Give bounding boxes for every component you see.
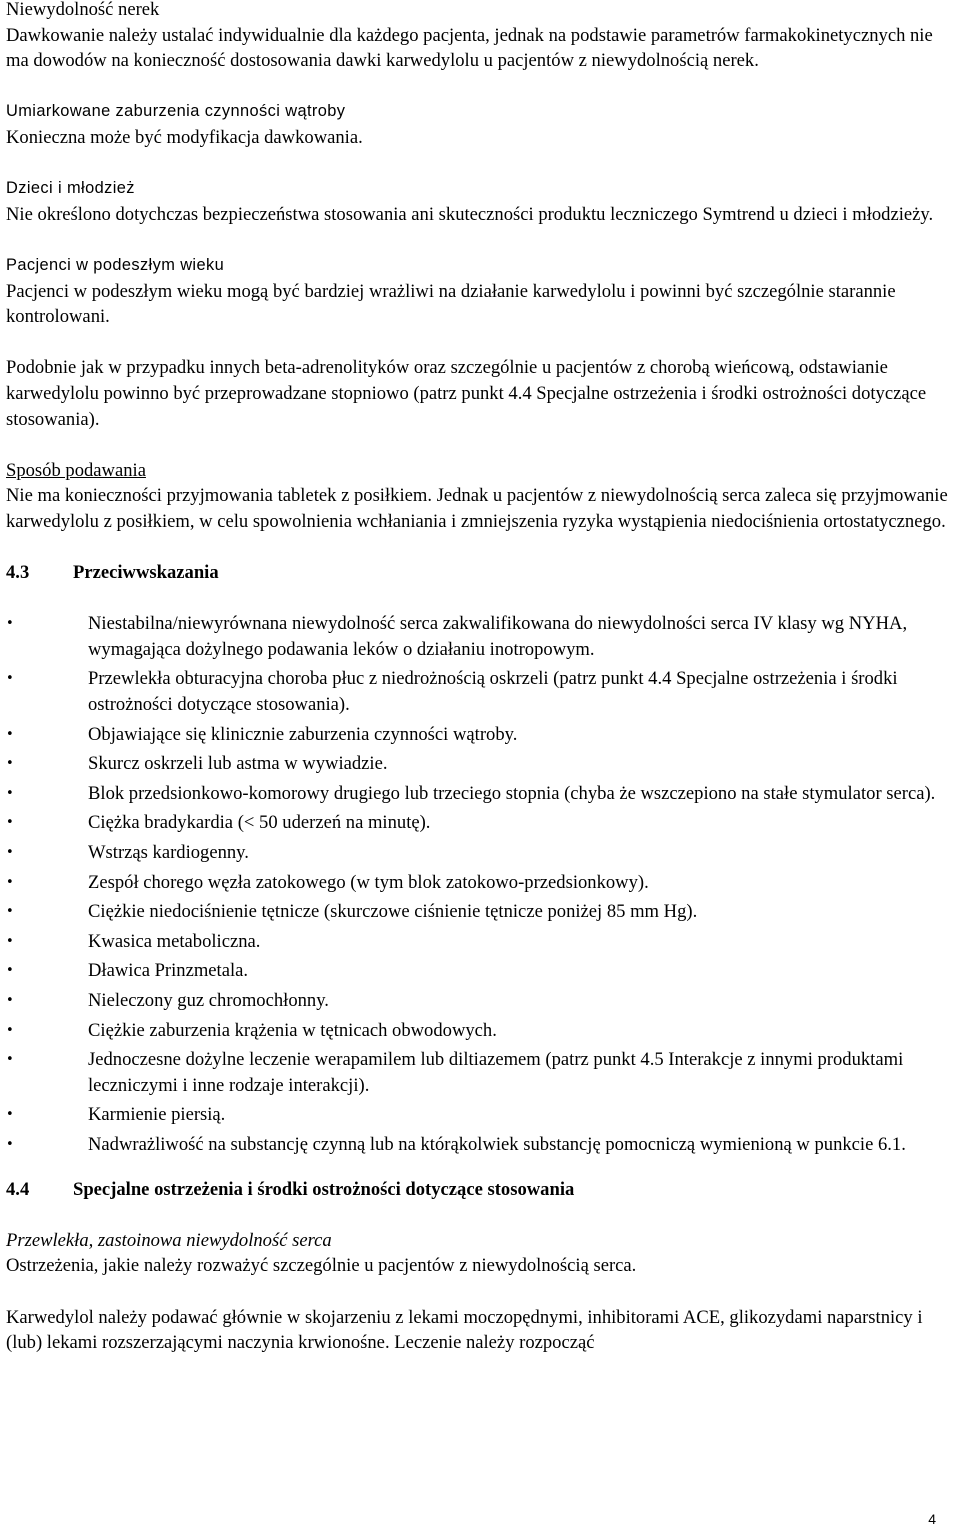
bullet-icon: •: [6, 616, 14, 632]
warnings-intro-section: [6, 1228, 956, 1279]
withdrawal-section: [6, 355, 956, 432]
administration-text: Nie ma konieczności przyjmowania tabletek z posiłkiem. Jednak u pacjentów z niewydolnością serca zaleca się przyjmowanie karwedylolu z posiłkiem, w celu spowolnienia wchłaniania i zmniejszenia ryzyka wystąpienia niedociśnienia ortostatycznego.: [6, 485, 948, 532]
list-item-text: Skurcz oskrzeli lub astma w wywiadzie.: [88, 753, 388, 775]
list-item: [6, 988, 956, 1014]
list-item: [6, 1047, 956, 1098]
list-item-text: Jednoczesne dożylne leczenie werapamilem lub diltiazemem (patrz punkt 4.5 Interakcje z innymi produktami leczniczymi i inne rodzaje interakcji).: [88, 1049, 904, 1096]
warnings-subheading: Przewlekła, zastoinowa niewydolność serca: [6, 1229, 332, 1251]
children-text: Nie określono dotychczas bezpieczeństwa stosowania ani skuteczności produktu leczniczego Symtrend u dzieci i młodzieży.: [6, 203, 934, 225]
list-item: [6, 611, 956, 662]
elderly-section: [6, 253, 956, 330]
contraindications-list: [6, 611, 956, 1157]
children-section: [6, 176, 956, 227]
liver-text: Konieczna może być modyfikacja dawkowania.: [6, 126, 363, 148]
bullet-icon: •: [6, 671, 14, 687]
list-item-text: Ciężkie zaburzenia krążenia w tętnicach obwodowych.: [88, 1019, 497, 1041]
list-item: [6, 810, 956, 836]
list-item: [6, 722, 956, 748]
list-item: [6, 781, 956, 807]
warnings-title: Specjalne ostrzeżenia i środki ostrożności dotyczące stosowania: [73, 1178, 575, 1200]
warnings-number: 4.4: [6, 1178, 30, 1200]
bullet-icon: •: [6, 845, 14, 860]
elderly-text: Pacjenci w podeszłym wieku mogą być bardziej wrażliwi na działanie karwedylolu i powinni być szczególnie starannie kontrolowani.: [6, 280, 896, 328]
list-item-text: Kwasica metaboliczna.: [88, 930, 261, 952]
document-page: [6, 0, 956, 1356]
list-item-text: Wstrząs kardiogenny.: [88, 842, 249, 863]
bullet-icon: •: [6, 1136, 14, 1152]
administration-heading: Sposób podawania: [6, 459, 146, 481]
bullet-icon: •: [6, 1022, 14, 1038]
withdrawal-text: Podobnie jak w przypadku innych beta-adrenolityków oraz szczególnie u pacjentów z chorobą wieńcową, odstawianie karwedylolu powinno być przeprowadzane stopniowo (patrz punkt 4.4 Specjalne ostrzeżenia i środki ostrożności dotyczące stosowania).: [6, 357, 927, 430]
kidney-section: [6, 0, 956, 74]
warnings-heading: [6, 1177, 956, 1203]
list-item: [6, 840, 956, 866]
liver-section: [6, 99, 956, 150]
list-item-text: Przewlekła obturacyjna choroba płuc z niedrożnością oskrzeli (patrz punkt 4.4 Specjalne ostrzeżenia i środki ostrożności dotyczące stosowania).: [88, 668, 898, 716]
list-item: [6, 666, 956, 717]
list-item-text: Nieleczony guz chromochłonny.: [88, 989, 329, 1011]
list-item: [6, 1132, 956, 1158]
list-item: [6, 751, 956, 777]
bullet-icon: •: [6, 904, 14, 920]
bullet-icon: •: [6, 1052, 14, 1068]
kidney-text: Dawkowanie należy ustalać indywidualnie dla każdego pacjenta, jednak na podstawie parametrów farmakokinetycznych nie ma dowodów na konieczność dostosowania dawki karwedylolu u pacjentów z niewydolnością nerek.: [6, 24, 933, 72]
children-heading: Dzieci i młodzież: [6, 179, 135, 198]
list-item-text: Ciężka bradykardia (< 50 uderzeń na minutę).: [88, 812, 431, 834]
page-number: 4: [928, 1511, 936, 1528]
list-item: [6, 929, 956, 955]
administration-section: [6, 458, 956, 535]
contraindications-heading: [6, 560, 956, 586]
bullet-icon: •: [6, 963, 14, 979]
warnings-text: Karwedylol należy podawać głównie w skojarzeniu z lekami moczopędnymi, inhibitorami ACE, glikozydami naparstnicy i (lub) lekami rozszerzającymi naczynia krwionośne. Leczenie należy rozpocząć: [6, 1306, 923, 1354]
bullet-icon: •: [6, 726, 14, 742]
bullet-icon: •: [6, 815, 14, 831]
bullet-icon: •: [6, 992, 14, 1008]
list-item-text: Nadwrażliwość na substancję czynną lub na którąkolwiek substancję pomocniczą wymienioną w punkcie 6.1.: [88, 1133, 906, 1155]
list-item: [6, 958, 956, 984]
contraindications-number: 4.3: [6, 562, 30, 584]
bullet-icon: •: [6, 785, 14, 801]
list-item-text: Dławica Prinzmetala.: [88, 960, 249, 982]
list-item-text: Objawiające się klinicznie zaburzenia czynności wątroby.: [88, 723, 518, 745]
list-item-text: Karmienie piersią.: [88, 1104, 226, 1126]
bullet-icon: •: [6, 933, 14, 949]
bullet-icon: •: [6, 1107, 14, 1123]
list-item-text: Blok przedsionkowo-komorowy drugiego lub trzeciego stopnia (chyba że wszczepiono na stałe stymulator serca).: [88, 782, 936, 804]
list-item: [6, 1102, 956, 1128]
kidney-heading: Niewydolność nerek: [6, 0, 160, 20]
bullet-icon: •: [6, 756, 14, 772]
list-item: [6, 1018, 956, 1044]
elderly-heading: Pacjenci w podeszłym wieku: [6, 255, 225, 274]
contraindications-title: Przeciwwskazania: [73, 562, 219, 584]
list-item-text: Niestabilna/niewyrównana niewydolność serca zakwalifikowana do niewydolności serca IV klasy wg NYHA, wymagająca dożylnego podawania leków o działaniu inotropowym.: [88, 613, 908, 660]
warnings-intro: Ostrzeżenia, jakie należy rozważyć szczególnie u pacjentów z niewydolnością serca.: [6, 1255, 637, 1277]
list-item: [6, 899, 956, 925]
list-item: [6, 870, 956, 896]
liver-heading: Umiarkowane zaburzenia czynności wątroby: [6, 102, 346, 121]
bullet-icon: •: [6, 874, 14, 890]
list-item-text: Ciężkie niedociśnienie tętnicze (skurczowe ciśnienie tętnicze poniżej 85 mm Hg).: [88, 901, 698, 923]
list-item-text: Zespół chorego węzła zatokowego (w tym blok zatokowo-przedsionkowy).: [88, 871, 649, 893]
